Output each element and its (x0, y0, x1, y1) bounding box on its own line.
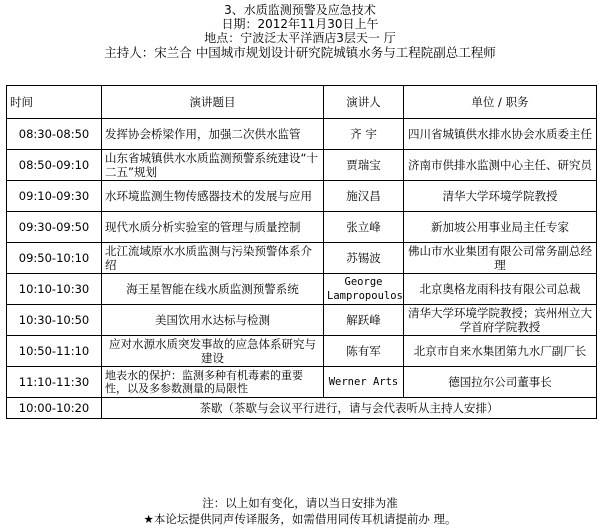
col-header-unit: 单位 / 职务 (404, 86, 597, 119)
section-title: 3、水质监测预警及应急技术 (224, 3, 376, 17)
row-title: 山东省城镇供水水质监测预警系统建设“十二五”规划 (102, 150, 324, 181)
row-time: 08:30-08:50 (7, 119, 102, 150)
table-row (7, 212, 597, 243)
table-row (7, 336, 597, 367)
col-header-title: 演讲题目 (102, 86, 324, 119)
col-header-speaker: 演讲人 (324, 86, 404, 119)
table-row (7, 181, 597, 212)
row-speaker: 贾瑞宝 (324, 150, 404, 181)
row-unit: 新加坡公用事业局主任专家 (404, 212, 597, 243)
row-speaker: 苏锡波 (324, 243, 404, 274)
session-host: 主持人：宋兰合 中国城市规划设计研究院城镇水务与工程院副总工程师 (104, 45, 496, 60)
row-speaker: Werner Arts (324, 367, 404, 398)
row-time: 10:30-10:50 (7, 305, 102, 336)
footer-note: 注：以上如有变化，请以当日安排为准 (202, 496, 398, 510)
row-unit: 济南市供排水监测中心主任、研究员 (404, 150, 597, 181)
schedule-table (6, 85, 597, 419)
break-text: 茶歇（茶歇与会议平行进行，请与会代表听从主持人安排） (102, 398, 597, 419)
break-row (7, 398, 597, 419)
footer-interpretation-note: ★本论坛提供同声传译服务，如需借用同传耳机请提前办 理。 (143, 512, 457, 526)
row-title: 发挥协会桥梁作用，加强二次供水监管 (102, 119, 324, 150)
row-time: 08:50-09:10 (7, 150, 102, 181)
row-time: 10:50-11:10 (7, 336, 102, 367)
row-speaker: 张立峰 (324, 212, 404, 243)
row-time: 09:50-10:10 (7, 243, 102, 274)
row-time: 09:30-09:50 (7, 212, 102, 243)
table-row (7, 119, 597, 150)
table-row (7, 274, 597, 305)
row-title: 现代水质分析实验室的管理与质量控制 (102, 212, 324, 243)
table-row (7, 150, 597, 181)
row-title: 美国饮用水达标与检测 (102, 305, 324, 336)
row-time: 10:10-10:30 (7, 274, 102, 305)
row-speaker: 齐 宇 (324, 119, 404, 150)
row-speaker: 陈有军 (324, 336, 404, 367)
row-title: 北江流域原水水质监测与污染预警体系介绍 (102, 243, 324, 274)
row-unit: 清华大学环境学院教授 (404, 181, 597, 212)
row-speaker: George Lampropoulos (324, 274, 404, 305)
session-date: 日期：2012年11月30日上午 (221, 17, 379, 31)
row-unit: 德国拉尔公司董事长 (404, 367, 597, 398)
table-header-row (7, 86, 597, 119)
row-time: 11:10-11:30 (7, 367, 102, 398)
row-speaker: 施汉昌 (324, 181, 404, 212)
col-header-time: 时间 (7, 86, 102, 119)
row-unit: 北京市自来水集团第九水厂副厂长 (404, 336, 597, 367)
session-venue: 地点：宁波泛太平洋酒店3层天一 厅 (204, 31, 396, 45)
table-row (7, 367, 597, 398)
row-unit: 四川省城镇供水排水协会水质委主任 (404, 119, 597, 150)
table-row (7, 243, 597, 274)
row-title: 应对水源水质突发事故的应急体系研究与建设 (102, 336, 324, 367)
break-time: 10:00-10:20 (7, 398, 102, 419)
row-time: 09:10-09:30 (7, 181, 102, 212)
table-row (7, 305, 597, 336)
row-title: 海王星智能在线水质监测预警系统 (102, 274, 324, 305)
row-title: 水环境监测生物传感器技术的发展与应用 (102, 181, 324, 212)
row-unit: 佛山市水业集团有限公司常务副总经理 (404, 243, 597, 274)
row-speaker: 解跃峰 (324, 305, 404, 336)
row-unit: 北京奥格龙雨科技有限公司总裁 (404, 274, 597, 305)
row-unit: 清华大学环境学院教授；宾州州立大学首府学院教授 (404, 305, 597, 336)
row-title: 地表水的保护：监测多种有机毒素的重要性，以及多参数测量的局限性 (102, 367, 324, 398)
